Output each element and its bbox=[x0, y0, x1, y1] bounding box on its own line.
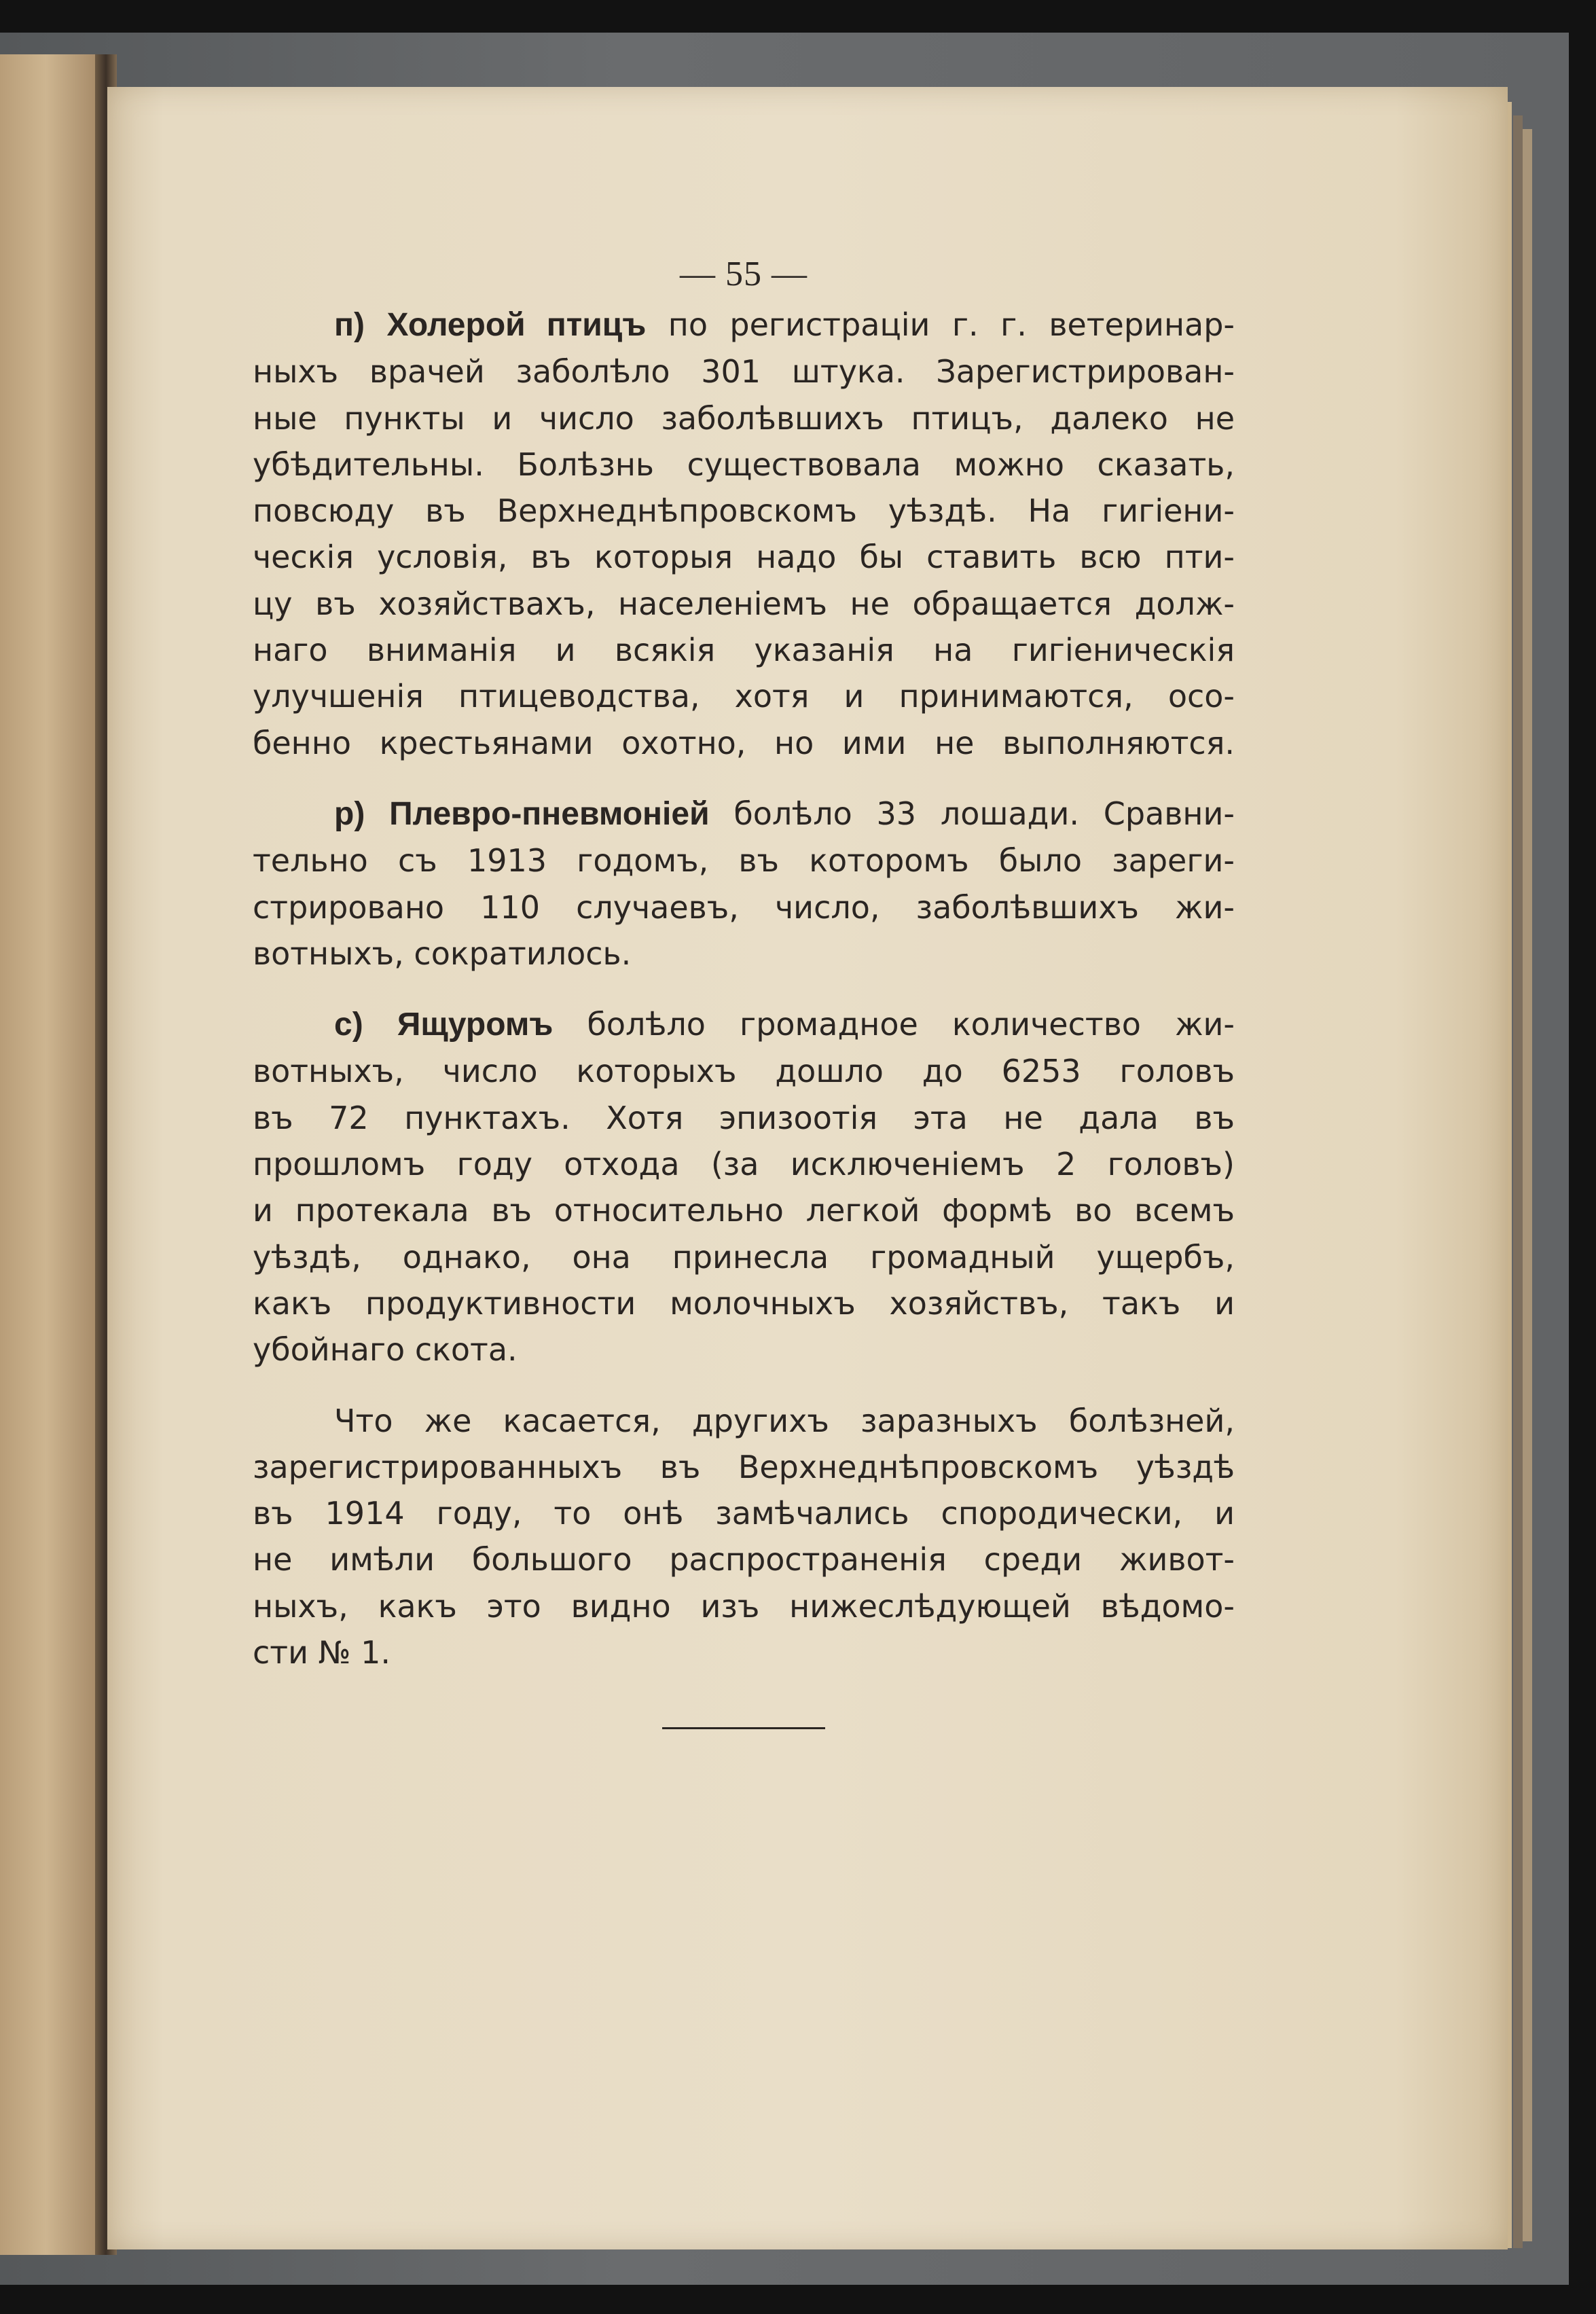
text-line bbox=[253, 1001, 1235, 1048]
text-line: ные пункты и число заболѣвшихъ птицъ, далеко не bbox=[253, 399, 1235, 437]
section-marker: п) bbox=[334, 307, 365, 343]
text-line-content: болѣло 33 лошади. Сравни- bbox=[733, 795, 1235, 832]
text-line: цу въ хозяйствахъ, населеніемъ не обращается долж- bbox=[253, 585, 1235, 622]
text-line: въ 72 пунктахъ. Хотя эпизоотія эта не дала въ bbox=[253, 1099, 1235, 1136]
section-term: Холерой птицъ bbox=[386, 307, 647, 343]
section-marker: р) bbox=[334, 795, 365, 832]
paragraph-cholera bbox=[253, 302, 1235, 766]
text-line: и протекала въ относительно легкой формѣ во всемъ bbox=[253, 1192, 1235, 1229]
text-line: ныхъ, какъ это видно изъ нижеслѣдующей вѣдомо- bbox=[253, 1587, 1235, 1625]
text-line: Что же касается, другихъ заразныхъ болѣзней, bbox=[334, 1402, 1235, 1439]
text-line-content: по регистраціи г. г. ветеринар- bbox=[668, 306, 1235, 343]
text-line: вотныхъ, число которыхъ дошло до 6253 головъ bbox=[253, 1053, 1235, 1090]
text-line: ныхъ врачей заболѣло 301 штука. Зарегистрирован- bbox=[253, 353, 1235, 391]
text-line: убойнаго скота. bbox=[253, 1331, 518, 1369]
page-stack-edge bbox=[1513, 115, 1523, 2248]
text-line: улучшенія птицеводства, хотя и принимаются, осо- bbox=[253, 678, 1235, 715]
text-line: вотныхъ, сократилось. bbox=[253, 935, 632, 972]
paragraph-other-diseases bbox=[253, 1398, 1235, 1676]
text-line: сти № 1. bbox=[253, 1634, 391, 1671]
text-line: прошломъ году отхода (за исключеніемъ 2 головъ) bbox=[253, 1146, 1235, 1183]
section-term: Ящуромъ bbox=[397, 1007, 554, 1043]
text-line: зарегистрированныхъ въ Верхнеднѣпровскомъ уѣздѣ bbox=[253, 1448, 1235, 1485]
text-line: ческія условія, въ которыя надо бы ставить всю пти- bbox=[253, 539, 1235, 576]
paragraph-foot-and-mouth bbox=[253, 1001, 1235, 1373]
paragraph-pleuropneumonia bbox=[253, 791, 1235, 977]
text-line: бенно крестьянами охотно, но ими не выполняются. bbox=[253, 724, 1235, 761]
text-line: уѣздѣ, однако, она принесла громадный ущербъ, bbox=[253, 1238, 1235, 1276]
section-marker: с) bbox=[334, 1007, 363, 1043]
page-stack-edge bbox=[1523, 129, 1532, 2241]
text-line: наго вниманія и всякія указанія на гигіеническія bbox=[253, 632, 1235, 669]
section-term: Плевро-пневмоніей bbox=[389, 795, 710, 832]
text-line-content: болѣло громадное количество жи- bbox=[587, 1006, 1235, 1043]
text-line: въ 1914 году, то онѣ замѣчались спородически, и bbox=[253, 1495, 1235, 1532]
text-line: стрировано 110 случаевъ, число, заболѣвшихъ жи- bbox=[253, 888, 1235, 926]
text-line: какъ продуктивности молочныхъ хозяйствъ, такъ и bbox=[253, 1284, 1235, 1322]
text-line bbox=[253, 302, 1235, 348]
page-number: — 55 — bbox=[680, 255, 808, 293]
page-text-block bbox=[253, 251, 1235, 1729]
text-line: повсюду въ Верхнеднѣпровскомъ уѣздѣ. На гигіени- bbox=[253, 492, 1235, 530]
text-line: тельно съ 1913 годомъ, въ которомъ было зареги- bbox=[253, 842, 1235, 880]
section-divider bbox=[662, 1727, 825, 1729]
text-line: не имѣли большого распространенія среди живот- bbox=[253, 1541, 1235, 1578]
text-line bbox=[253, 791, 1235, 837]
left-page-edge bbox=[0, 54, 102, 2255]
text-line: убѣдительны. Болѣзнь существовала можно сказать, bbox=[253, 446, 1235, 483]
